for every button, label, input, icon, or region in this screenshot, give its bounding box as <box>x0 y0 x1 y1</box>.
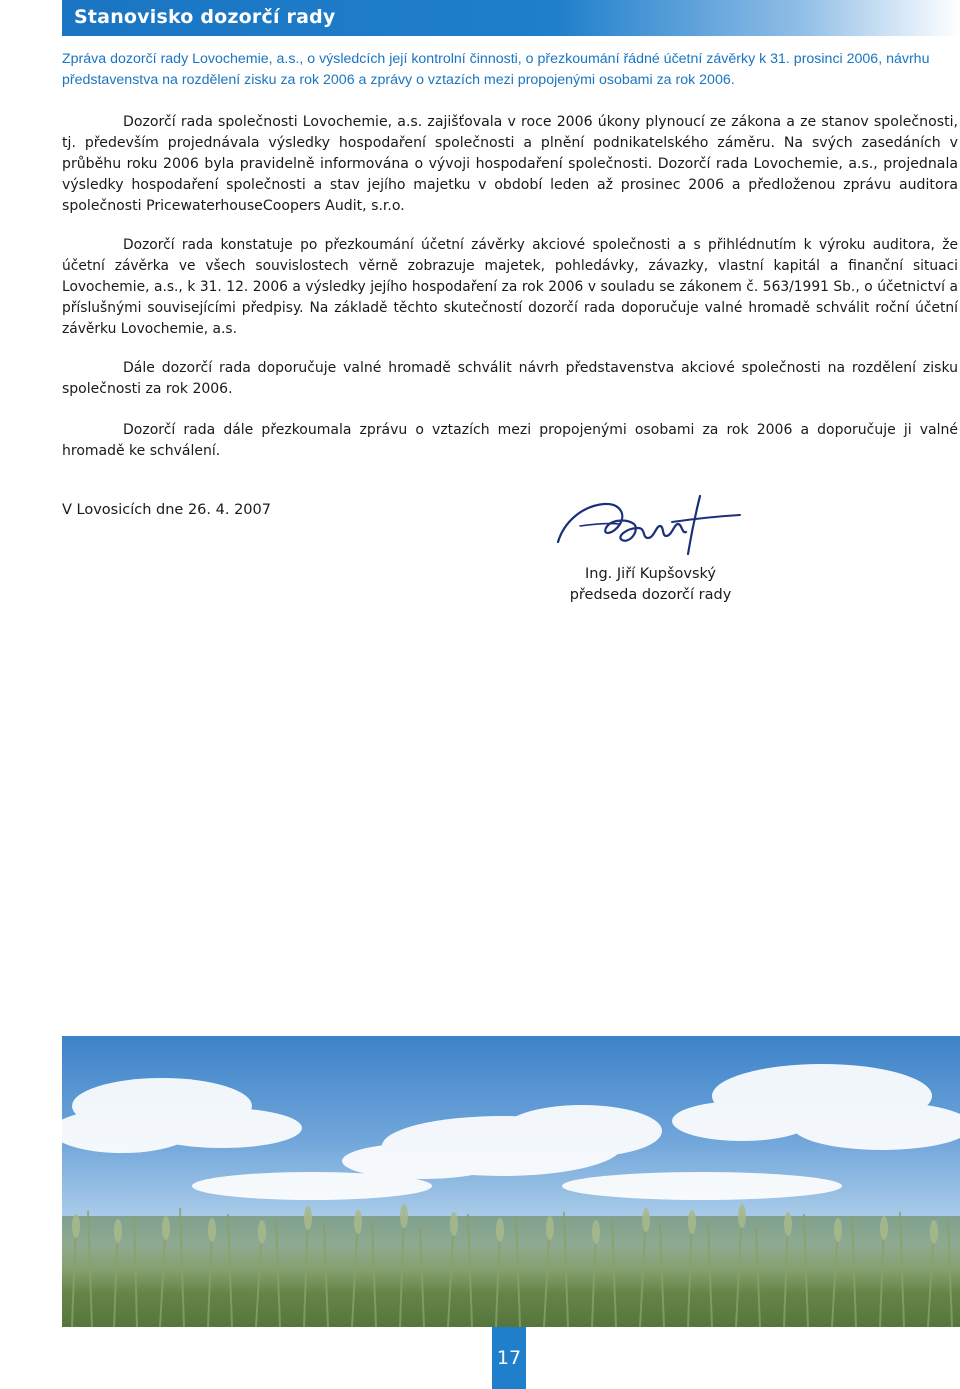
paragraph-text: Dozorčí rada dále přezkoumala zprávu o vztazích mezi propojenými osobami za rok 2006 a doporučuje ji valné hromadě ke schválení. <box>62 422 958 459</box>
paragraph-text: Dále dozorčí rada doporučuje valné hromadě schválit návrh představenstva akciové společnosti na rozdělení zisku společnosti za rok 2006. <box>62 360 958 397</box>
page-number-box <box>492 1327 526 1389</box>
page-title: Stanovisko dozorčí rady <box>74 6 336 28</box>
header-bar <box>62 0 960 36</box>
signer-role: předseda dozorčí rady <box>569 587 732 603</box>
paragraph-text: Dozorčí rada konstatuje po přezkoumání účetní závěrky akciové společnosti a s přihlédnutím k výroku auditora, že účetní závěrka ve všech souvislostech věrně zobrazuje majetek, pohledávky, závazky, vlastní kapitál a finanční situaci Lovochemie, a.s., k 31. 12. 2006 a výsledky jejího hospodaření za rok 2006 v souladu se zákonem č. 563/1991 Sb., o účetnictví a příslušnými souvisejícími předpisy. Na základě těchto skutečností dozorčí rada doporučuje valné hromadě schválit roční účetní závěrku Lovochemie, a.s. <box>62 237 958 337</box>
paragraph-profit-distribution <box>62 358 958 400</box>
report-subtitle: Zpráva dozorčí rady Lovochemie, a.s., o výsledcích její kontrolní činnosti, o přezkoumání řádné účetní závěrky k 31. prosinci 2006, návrhu představenstva na rozdělení zisku za rok 2006 a zprávy o vztazích mezi propojenými osobami za rok 2006. <box>62 51 930 88</box>
paragraph-statement <box>62 235 958 340</box>
page-number: 17 <box>496 1347 522 1369</box>
signer-name: Ing. Jiří Kupšovský <box>585 566 716 582</box>
paragraph-related-parties <box>62 420 958 462</box>
signer-block <box>548 564 753 606</box>
signature-image <box>550 488 750 560</box>
wheat-field-photo <box>62 1036 960 1327</box>
paragraph-activities <box>62 112 958 217</box>
paragraph-text: Dozorčí rada společnosti Lovochemie, a.s. zajišťovala v roce 2006 úkony plynoucí ze zákona a ze stanov společnosti, tj. především projednávala výsledky hospodaření společnosti a plnění podnikatelského záměru. Na svých zasedáních v průběhu roku 2006 byla pravidelně informována o vývoji hospodaření společnosti. Dozorčí rada Lovochemie, a.s., projednala výsledky hospodaření společnosti a stav jejího majetku v období leden až prosinec 2006 a předloženou zprávu auditora společnosti PricewaterhouseCoopers Audit, s.r.o. <box>62 114 958 214</box>
photo-illustration <box>62 1036 960 1327</box>
place-and-date: V Lovosicích dne 26. 4. 2007 <box>62 502 271 518</box>
